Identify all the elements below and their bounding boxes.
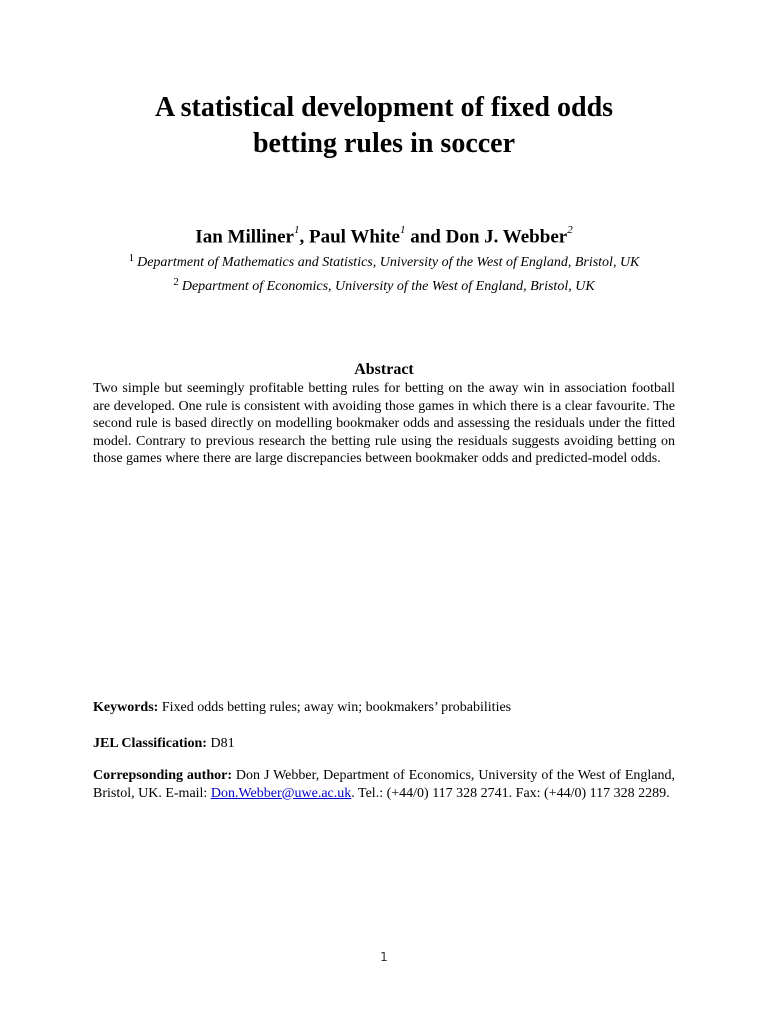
abstract-text: Two simple but seemingly profitable betting rules for betting on the away win in association football are developed. One rule is consistent with avoiding those games in which there is a clear favourite. The second rule is based directly on modelling bookmaker odds and assessing the residuals under the fitted model. Contrary to previous research the betting rule using the residuals suggests avoiding betting on those games where there are large discrepancies between bookmaker odds and predicted-model odds. [93, 381, 675, 466]
jel-classification [93, 735, 675, 753]
affiliation [0, 272, 768, 297]
author-affiliation-mark: 1 [294, 224, 300, 236]
affiliation-mark: 1 [128, 252, 135, 264]
corresponding-author [93, 767, 675, 802]
contact-numbers: . Tel.: (+44/0) 117 328 2741. Fax: (+44/0) 117 328 2289. [351, 785, 670, 801]
author-name: , Paul White [299, 226, 400, 248]
author-name: Ian Milliner [195, 226, 294, 248]
affiliation [0, 248, 768, 273]
author-list [0, 219, 768, 250]
author-name: and Don J. Webber [405, 226, 568, 248]
email-link[interactable]: Don.Webber@uwe.ac.uk [210, 785, 352, 801]
keywords-text: Fixed odds betting rules; away win; bookmakers’ probabilities [158, 700, 512, 715]
corresponding-author-details: Don J Webber, Department of Economics, University of the West of England, Bristol, UK. E-mail: [93, 768, 675, 801]
page-number: 1 [380, 950, 388, 964]
corresponding-author-label: Correpsonding author: [93, 768, 233, 783]
jel-text: D81 [206, 736, 235, 751]
title-line-1: A statistical development of fixed odds [154, 92, 614, 123]
affiliation-text: Department of Economics, University of the West of England, Bristol, UK [181, 279, 595, 294]
abstract-heading: Abstract [354, 361, 414, 378]
author-affiliation-mark: 1 [399, 224, 406, 236]
jel-label: JEL Classification: [93, 736, 207, 751]
affiliation-mark: 2 [173, 276, 179, 288]
paper-title [0, 90, 768, 162]
keywords-label: Keywords: [93, 700, 159, 715]
keywords [93, 699, 675, 717]
title-line-2: betting rules in soccer [252, 128, 516, 159]
author-affiliation-mark: 2 [567, 224, 573, 236]
affiliation-text: Department of Mathematics and Statistics, University of the West of England, Bristol, UK [137, 255, 640, 270]
